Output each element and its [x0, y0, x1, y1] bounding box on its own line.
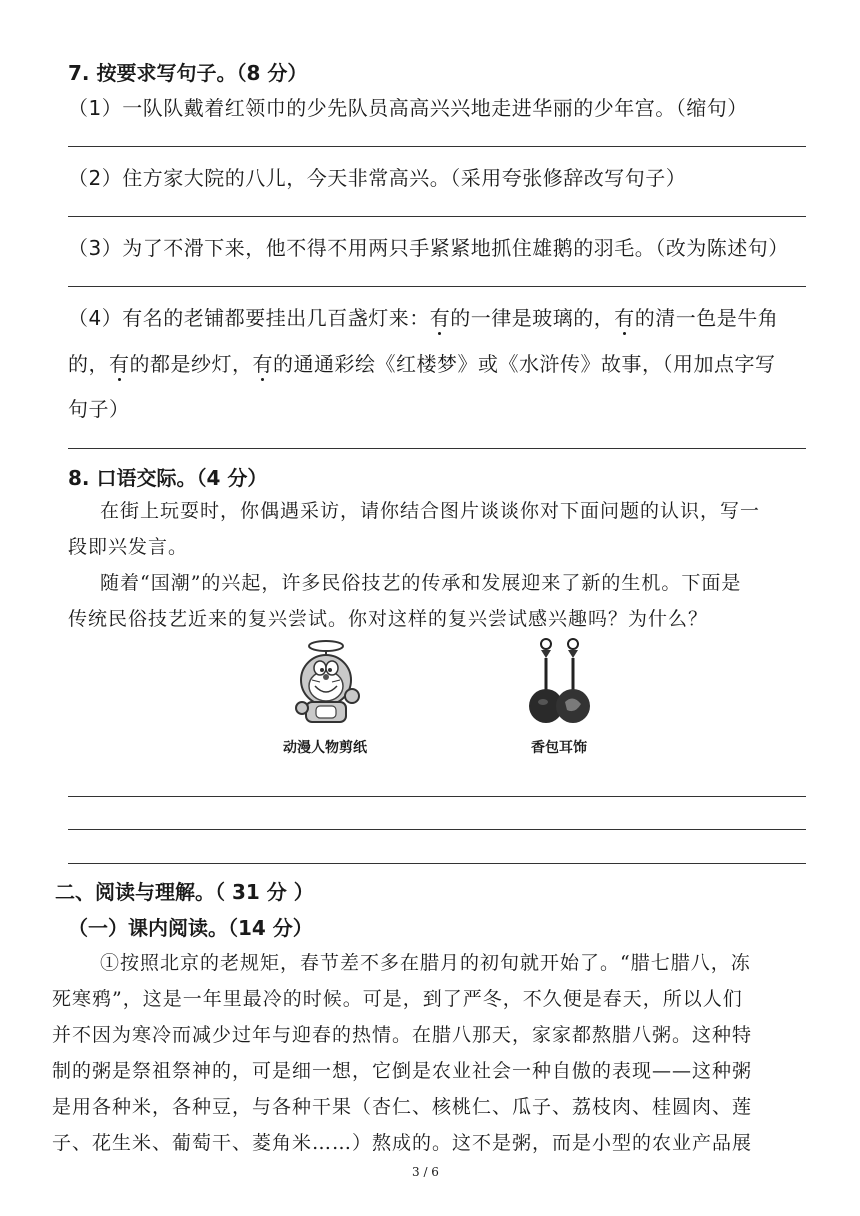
- question-7-item-4-line-3: 句子）: [68, 397, 130, 421]
- question-7-item-3: （3）为了不滑下来，他不得不用两只手紧紧地抓住雄鹅的羽毛。（改为陈述句）: [68, 236, 789, 260]
- answer-line-8-2[interactable]: [68, 829, 806, 830]
- papercut-cartoon-icon: [292, 636, 364, 728]
- answer-line-7-4[interactable]: [68, 448, 806, 449]
- reading-line-2: 死寒鸦”，这是一年里最冷的时候。可是，到了严冬，不久便是春天，所以人们: [52, 988, 743, 1010]
- text-segment: 的通通彩绘《红楼梦》或《水浒传》故事，（用加点字写: [273, 352, 776, 376]
- question-7-item-1: （1）一队队戴着红领巾的少先队员高高兴兴地走进华丽的少年宫。（缩句）: [68, 96, 748, 120]
- image-caption-papercut: 动漫人物剪纸: [283, 740, 367, 756]
- answer-line-7-3[interactable]: [68, 286, 806, 287]
- question-8-para-2-line-2: 传统民俗技艺近来的复兴尝试。你对这样的复兴尝试感兴趣吗？为什么？: [68, 608, 709, 630]
- question-8-para-1-line-1: 在街上玩耍时，你偶遇采访，请你结合图片谈谈你对下面问题的认识，写一: [100, 500, 761, 522]
- question-7-title: 7. 按要求写句子。（8 分）: [68, 61, 308, 85]
- answer-line-8-1[interactable]: [68, 796, 806, 797]
- reading-line-5: 是用各种米，各种豆，与各种干果（杏仁、核桃仁、瓜子、荔枝肉、桂圆肉、莲: [52, 1096, 753, 1118]
- reading-line-6: 子、花生米、葡萄干、菱角米……）熬成的。这不是粥，而是小型的农业产品展: [52, 1132, 753, 1154]
- text-segment: 的都是纱灯，: [129, 352, 253, 376]
- reading-line-1: ①按照北京的老规矩，春节差不多在腊月的初旬就开始了。“腊七腊八，冻: [100, 952, 751, 974]
- dotted-char: 有: [614, 306, 635, 330]
- dotted-char: 有: [252, 352, 273, 376]
- image-caption-sachet: 香包耳饰: [531, 740, 587, 756]
- section-2-subtitle: （一）课内阅读。（14 分）: [68, 916, 313, 940]
- question-7-item-2: （2）住方家大院的八儿，今天非常高兴。（采用夸张修辞改写句子）: [68, 166, 687, 190]
- answer-line-8-3[interactable]: [68, 863, 806, 864]
- text-segment: （4）有名的老铺都要挂出几百盏灯来：: [68, 306, 430, 330]
- question-8-para-2-line-1: 随着“国潮”的兴起，许多民俗技艺的传承和发展迎来了新的生机。下面是: [100, 572, 742, 594]
- page-number: 3 / 6: [412, 1165, 439, 1179]
- text-segment: 的，: [68, 352, 109, 376]
- question-8-para-1-line-2: 段即兴发言。: [68, 536, 189, 558]
- dotted-char: 有: [429, 306, 451, 330]
- answer-line-7-1[interactable]: [68, 146, 806, 147]
- text-segment: 的清一色是牛角: [634, 306, 779, 330]
- sachet-earring-icon: [523, 636, 593, 728]
- section-2-title: 二、阅读与理解。（ 31 分 ）: [55, 880, 314, 904]
- reading-line-4: 制的粥是祭祖祭神的，可是细一想，它倒是农业社会一种自傲的表现——这种粥: [52, 1060, 753, 1082]
- question-7-item-4-line-2: [68, 348, 776, 377]
- answer-line-7-2[interactable]: [68, 216, 806, 217]
- question-8-title: 8. 口语交际。（4 分）: [68, 466, 268, 490]
- reading-line-3: 并不因为寒冷而减少过年与迎春的热情。在腊八那天，家家都熬腊八粥。这种特: [52, 1024, 753, 1046]
- question-7-item-4-line-1: [68, 302, 778, 331]
- dotted-char: 有: [109, 352, 130, 376]
- text-segment: 的一律是玻璃的，: [450, 306, 615, 330]
